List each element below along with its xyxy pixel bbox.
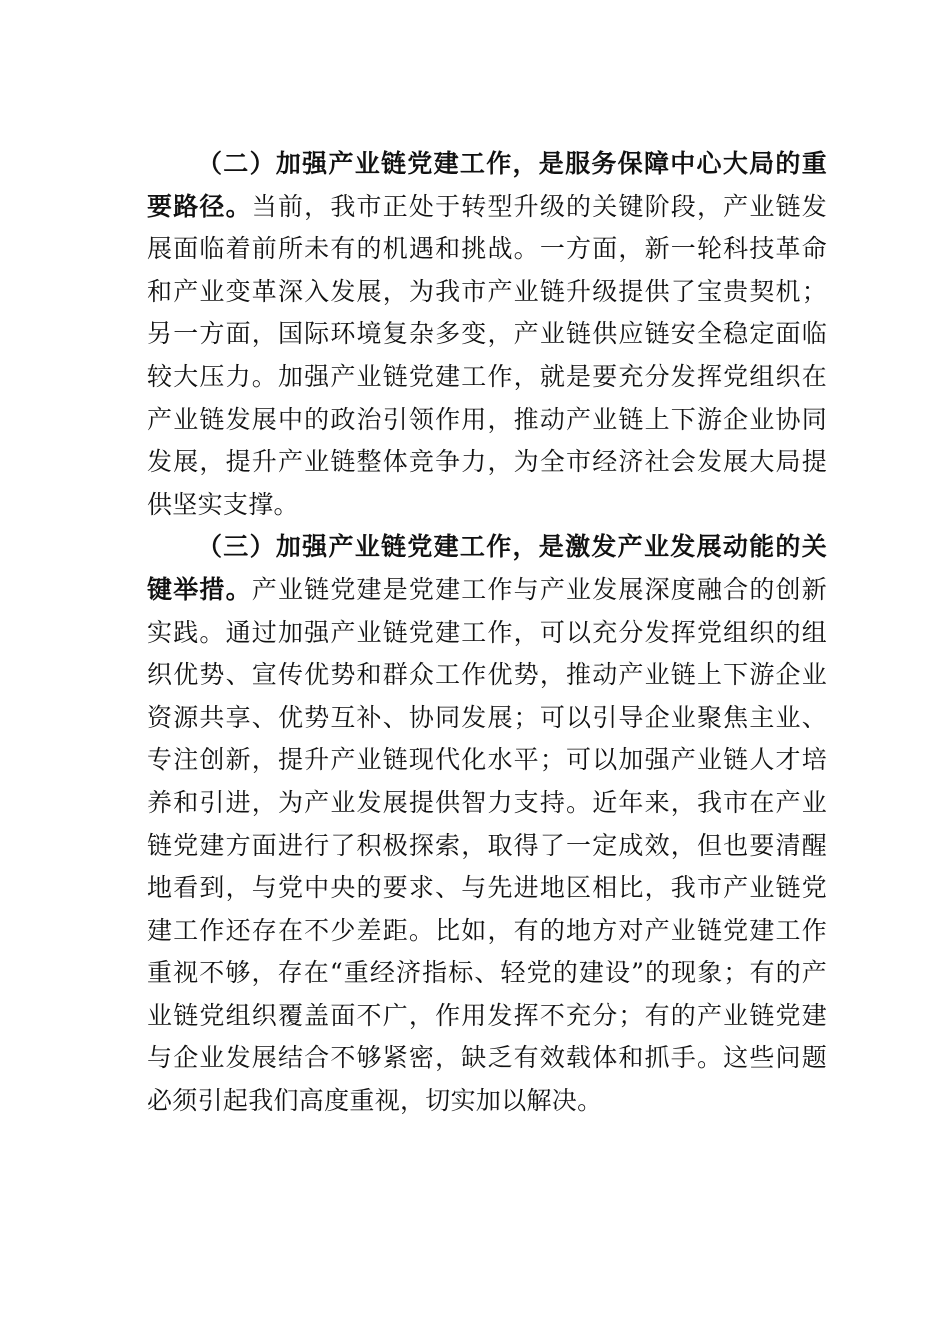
paragraph-3 xyxy=(147,526,827,1122)
paragraph-3-text: 产业链党建是党建工作与产业发展深度融合的创新实践。通过加强产业链党建工作，可以充分发挥党组织的组织优势、宣传优势和群众工作优势，推动产业链上下游企业资源共享、优势互补、协同发展；可以引导企业聚焦主业、专注创新，提升产业链现代化水平；可以加强产业链人才培养和引进，为产业发展提供智力支持。近年来，我市在产业链党建方面进行了积极探索，取得了一定成效，但也要清醒地看到，与党中央的要求、与先进地区相比，我市产业链党建工作还存在不少差距。比如，有的地方对产业链党建工作重视不够，存在“重经济指标、轻党的建设”的现象；有的产业链党组织覆盖面不广，作用发挥不充分；有的产业链党建与企业发展结合不够紧密，缺乏有效载体和抓手。这些问题必须引起我们高度重视，切实加以解决。 xyxy=(147,574,828,1116)
paragraph-3-heading: （三）加强产业链党建工作，是激发产业发展动能的关键举措。 xyxy=(147,532,827,604)
document-body xyxy=(147,143,827,1123)
paragraph-2-text: 当前，我市正处于转型升级的关键阶段，产业链发展面临着前所未有的机遇和挑战。一方面，新一轮科技革命和产业变革深入发展，为我市产业链升级提供了宝贵契机；另一方面，国际环境复杂多变，产业链供应链安全稳定面临较大压力。加强产业链党建工作，就是要充分发挥党组织在产业链发展中的政治引领作用，推动产业链上下游企业协同发展，提升产业链整体竞争力，为全市经济社会发展大局提供坚实支撑。 xyxy=(147,191,828,519)
paragraph-2-heading: （二）加强产业链党建工作，是服务保障中心大局的重要路径。 xyxy=(147,149,827,221)
paragraph-2 xyxy=(147,143,827,526)
